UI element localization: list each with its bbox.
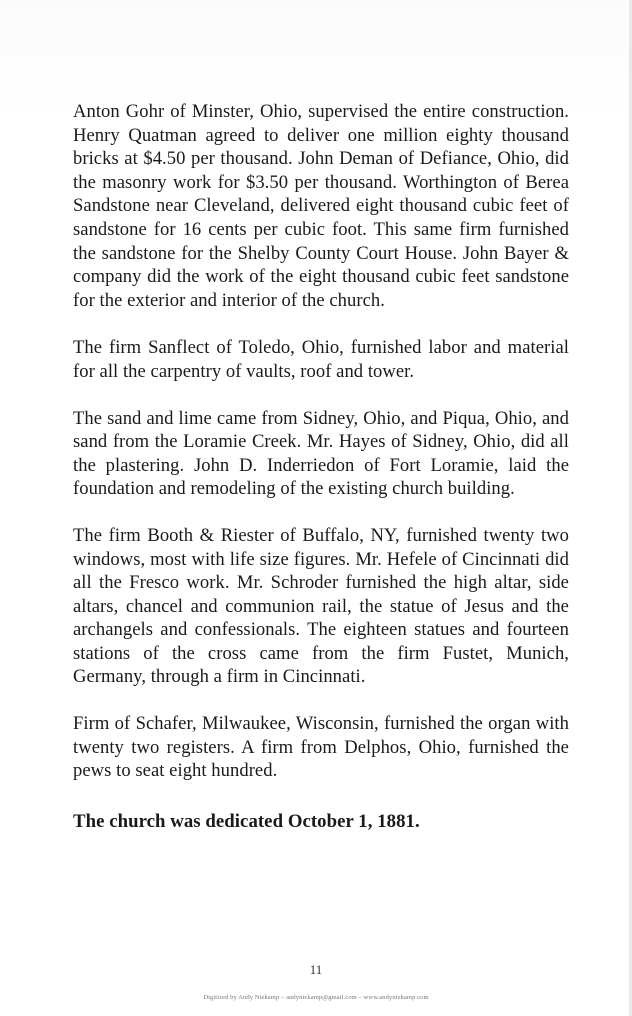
paragraph-organ-and-pews: Firm of Schafer, Milwaukee, Wisconsin, furnished the organ with twenty two registers. A firm from Delphos, Ohio, furnished the pews to seat eight hundred.	[73, 713, 569, 782]
digitization-credit: Digitized by Andy Niekamp – andyniekamp@gmail.com – www.andyniekamp.com	[203, 994, 429, 1001]
paragraph-construction: Anton Gohr of Minster, Ohio, supervised the entire construction. Henry Quatman agreed to deliver one million eighty thousand bricks at $4.50 per thousand. John Deman of Defiance, Ohio, did the masonry work for $3.50 per thousand. Worthington of Berea Sandstone near Cleveland, delivered eight thousand cubic feet of sandstone for 16 cents per cubic foot. This same firm furnished the sandstone for the Shelby County Court House. John Bayer & company did the work of the eight thousand cubic feet sandstone for the exterior and interior of the church.	[73, 101, 569, 311]
dedication-statement: The church was dedicated October 1, 1881.	[73, 810, 420, 832]
paragraph-sand-and-plastering: The sand and lime came from Sidney, Ohio, and Piqua, Ohio, and sand from the Loramie Creek. Mr. Hayes of Sidney, Ohio, did all the plastering. John D. Inderriedon of Fort Loramie, laid the foundation and remodeling of the existing church building.	[73, 407, 569, 500]
page-number: 11	[309, 962, 323, 977]
document-body	[73, 100, 569, 834]
paragraph-windows-and-statues: The firm Booth & Riester of Buffalo, NY, furnished twenty two windows, most with life size figures. Mr. Hefele of Cincinnati did all the Fresco work. Mr. Schroder furnished the high altar, side altars, chancel and communion rail, the statue of Jesus and the archangels and confessionals. The eighteen statues and fourteen stations of the cross came from the firm Fustet, Munich, Germany, through a firm in Cincinnati.	[73, 524, 569, 688]
paragraph-carpentry: The firm Sanflect of Toledo, Ohio, furnished labor and material for all the carpentry of vaults, roof and tower.	[73, 337, 569, 382]
